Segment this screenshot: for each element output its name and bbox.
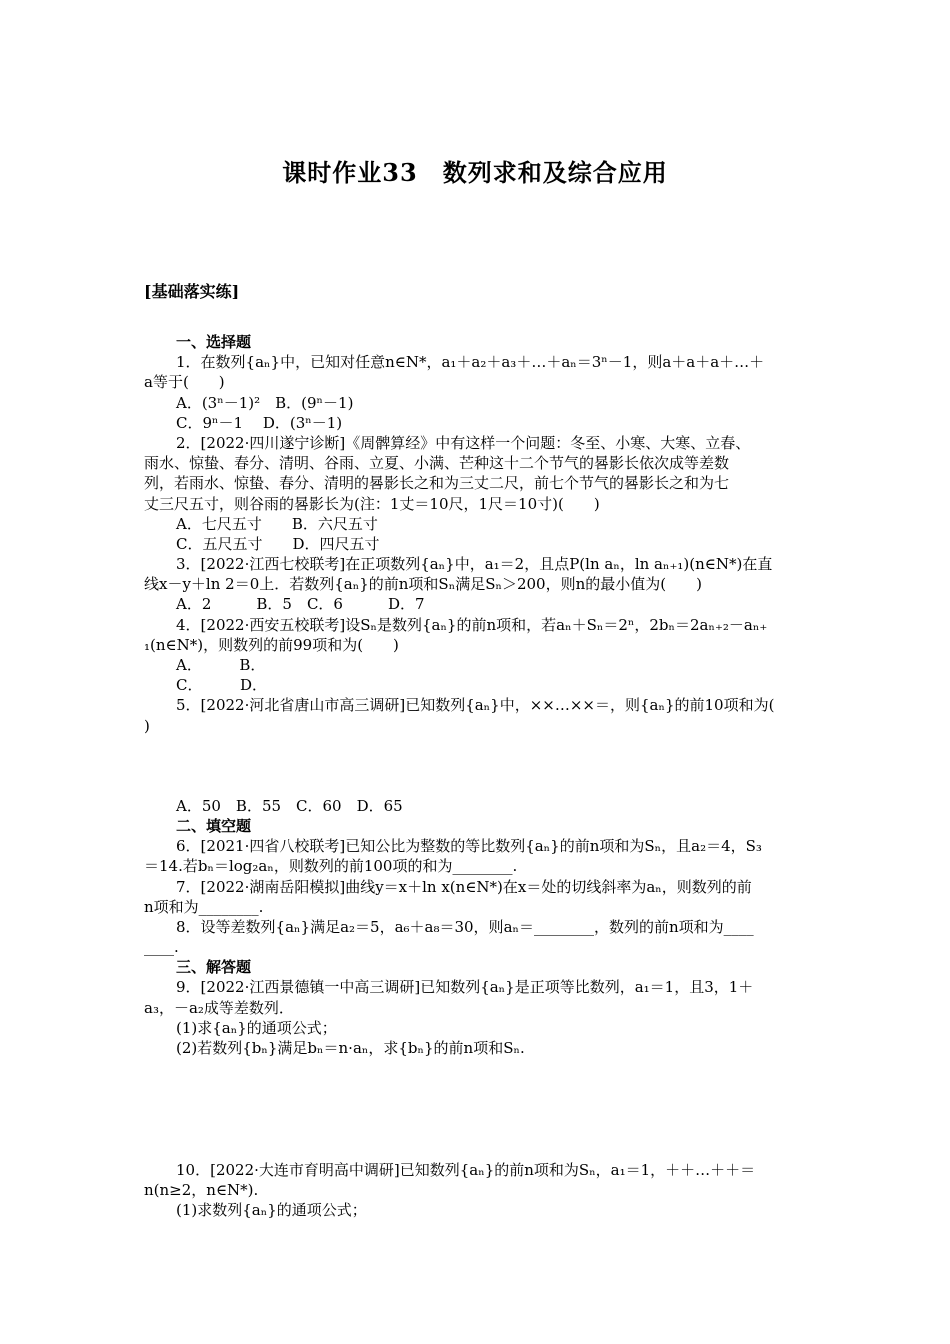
question-10-part-1: (1)求数列{aₙ}的通项公式；: [176, 1201, 367, 1220]
section-heading: [基础落实练]: [144, 282, 240, 301]
question-1-options-cd: C．9ⁿ－1 D．(3ⁿ－1): [176, 413, 343, 432]
question-10-line-2: n(n≥2，n∈N*).: [144, 1181, 259, 1200]
formula-gap: [144, 736, 808, 796]
question-7-line-2: n项和为________.: [144, 897, 264, 916]
question-3-options: A．2 B．5 C．6 D．7: [176, 595, 425, 614]
question-10: [144, 1160, 808, 1221]
question-8-line-2: ____.: [144, 938, 179, 957]
question-2-line-1: 2．[2022·四川遂宁诊断]《周髀算经》中有这样一个问题：冬至、小寒、大寒、立春、: [176, 433, 751, 452]
document-body: [144, 332, 808, 1058]
question-5-options: A．50 B．55 C．60 D．65: [176, 796, 403, 815]
heading-fill-in: 二、填空题: [176, 816, 252, 835]
question-9-part-1: (1)求{aₙ}的通项公式；: [176, 1018, 337, 1037]
question-1-options-ab: A．(3ⁿ－1)² B．(9ⁿ－1): [176, 393, 354, 412]
question-1-line-2: a等于( ): [144, 373, 225, 392]
question-7-line-1: 7．[2022·湖南岳阳模拟]曲线y＝x＋ln x(n∈N*)在x＝处的切线斜率为aₙ，则数列的前: [176, 877, 752, 896]
question-4-line-2: ₁(n∈N*)，则数列的前99项和为( ): [144, 635, 399, 654]
question-6-line-2: ＝14.若bₙ＝log₂aₙ，则数列的前100项的和为________.: [144, 857, 518, 876]
question-3-line-2: 线x－y＋ln 2＝0上．若数列{aₙ}的前n项和Sₙ满足Sₙ＞200，则n的最小值为( ): [144, 575, 702, 594]
question-5-line-2: ): [144, 716, 150, 735]
question-9-part-2: (2)若数列{bₙ}满足bₙ＝n·aₙ，求{bₙ}的前n项和Sₙ.: [176, 1039, 525, 1057]
question-2-line-4: 丈三尺五寸，则谷雨的晷影长为(注：1丈＝10尺，1尺＝10寸)( ): [144, 494, 600, 513]
question-4-options-cd: C． D．: [176, 676, 268, 695]
question-1-line-1: 1．在数列{aₙ}中，已知对任意n∈N*，a₁＋a₂＋a₃＋…＋aₙ＝3ⁿ－1，则a＋a＋a＋…＋: [176, 353, 765, 372]
question-9-line-2: a₃，－a₂成等差数列．: [144, 998, 294, 1017]
question-9-line-1: 9．[2022·江西景德镇一中高三调研]已知数列{aₙ}是正项等比数列，a₁＝1，且3，1＋: [176, 978, 754, 997]
question-2-line-2: 雨水、惊蛰、春分、清明、谷雨、立夏、小满、芒种这十二个节气的晷影长依次成等差数: [144, 454, 730, 473]
question-10-line-1: 10．[2022·大连市育明高中调研]已知数列{aₙ}的前n项和为Sₙ，a₁＝1，＋＋…＋＋＝: [176, 1161, 756, 1179]
question-4-line-1: 4．[2022·西安五校联考]设Sₙ是数列{aₙ}的前n项和，若aₙ＋Sₙ＝2ⁿ，2bₙ＝2aₙ₊₂－aₙ₊: [176, 615, 768, 634]
question-6-line-1: 6．[2021·四省八校联考]已知公比为整数的等比数列{aₙ}的前n项和为Sₙ，且a₂＝4，S₃: [176, 837, 762, 856]
question-8-line-1: 8．设等差数列{aₙ}满足a₂＝5，a₆＋a₈＝30，则aₙ＝________，数列的前n项和为____: [176, 917, 754, 936]
question-2-options-ab: A．七尺五寸 B．六尺五寸: [176, 514, 378, 533]
heading-choice: 一、选择题: [176, 333, 252, 351]
question-2-line-3: 列，若雨水、惊蛰、春分、清明的晷影长之和为三丈二尺，前七个节气的晷影长之和为七: [144, 474, 730, 493]
question-3-line-1: 3．[2022·江西七校联考]在正项数列{aₙ}中，a₁＝2，且点P(ln aₙ，ln aₙ₊₁)(n∈N*)在直: [176, 555, 773, 574]
question-5-line-1: 5．[2022·河北省唐山市高三调研]已知数列{aₙ}中，××…××＝，则{aₙ}的前10项和为(: [176, 696, 775, 715]
question-2-options-cd: C．五尺五寸 D．四尺五寸: [176, 534, 380, 553]
page-title: 课时作业33 数列求和及综合应用: [282, 158, 668, 187]
question-4-options-ab: A． B．: [176, 656, 266, 674]
heading-answers: 三、解答题: [176, 958, 252, 977]
